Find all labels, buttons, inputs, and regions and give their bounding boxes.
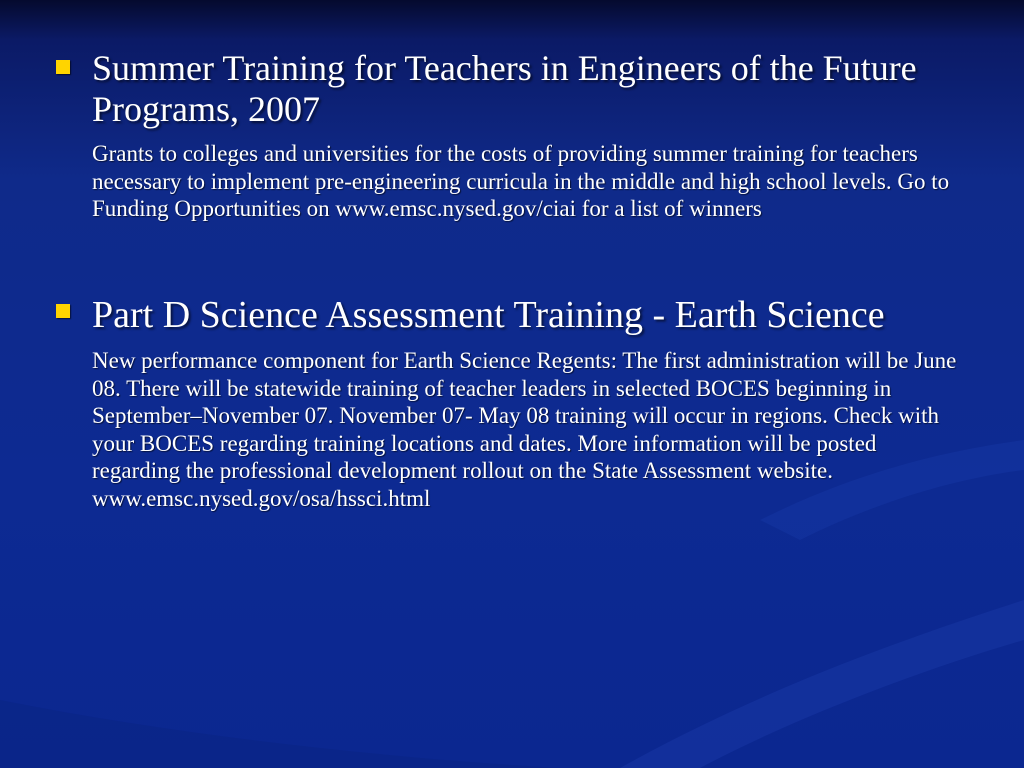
bullet-item-part-d-science bbox=[56, 294, 956, 512]
bullet-item-summer-training bbox=[56, 48, 956, 223]
square-bullet-icon bbox=[56, 60, 70, 74]
square-bullet-icon bbox=[56, 304, 70, 318]
bullet-heading: Part D Science Assessment Training - Earth Science bbox=[92, 294, 885, 336]
bullet-heading: Summer Training for Teachers in Engineers of the Future Programs, 2007 bbox=[92, 48, 917, 129]
bullet-body-text: New performance component for Earth Science Regents: The first administration will be June 08. There will be statewide training of teacher leaders in selected BOCES beginning in September–November 07. November 07- May 08 training will occur in regions. Check with your BOCES regarding training locations and dates. More information will be posted regarding the professional development rollout on the State Assessment website. www.emsc.nysed.gov/osa/hssci.html bbox=[92, 348, 957, 511]
bullet-body-text: Grants to colleges and universities for the costs of providing summer training for teachers necessary to implement pre-engineering curricula in the middle and high school levels. Go to Funding Opportunities on www.emsc.nysed.gov/ciai for a list of winners bbox=[92, 141, 950, 221]
